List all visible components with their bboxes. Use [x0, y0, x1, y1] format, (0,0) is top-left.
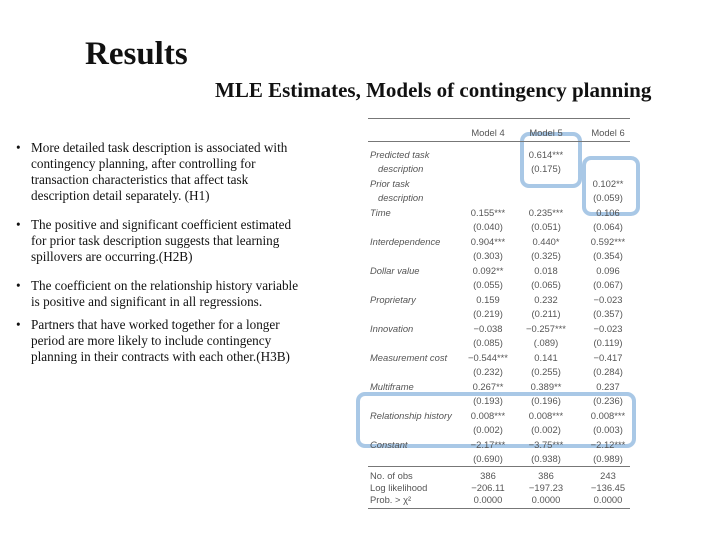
stat-value: −136.45	[590, 482, 626, 493]
standard-error-value: (0.119)	[593, 337, 623, 348]
table-top-rule	[368, 118, 630, 119]
stat-value: −197.23	[528, 482, 564, 493]
coefficient-value: −0.038	[473, 323, 503, 334]
standard-error-value: (0.690)	[473, 453, 503, 464]
coefficient-value: −0.023	[593, 323, 623, 334]
coefficient-value: −2.17***	[470, 439, 506, 450]
standard-error-value: (0.002)	[473, 424, 503, 435]
column-header: Model 5	[529, 127, 563, 138]
standard-error-value: (.089)	[533, 337, 559, 348]
standard-error-value: (0.002)	[531, 424, 561, 435]
coefficient-value: 0.235***	[528, 207, 564, 218]
standard-error-value: (0.085)	[473, 337, 503, 348]
standard-error-value: (0.064)	[593, 221, 623, 232]
row-label: description	[378, 192, 424, 203]
coefficient-value: 0.096	[596, 265, 620, 276]
column-header: Model 4	[471, 127, 505, 138]
coefficient-value: −0.544***	[468, 352, 508, 363]
bullet-item: • The positive and significant coefficient estimated for prior task description suggests that learning spillovers are occurring.(H2B)	[14, 217, 306, 265]
stat-value: 0.0000	[593, 494, 623, 505]
regression-table	[368, 118, 630, 518]
coefficient-value: 0.267**	[472, 381, 504, 392]
row-label: Time	[370, 207, 391, 218]
stat-value: 243	[600, 470, 616, 481]
standard-error-value: (0.211)	[531, 308, 561, 319]
coefficient-value: −2.12***	[590, 439, 626, 450]
standard-error-value: (0.175)	[531, 163, 561, 174]
row-label: Measurement cost	[370, 352, 448, 363]
standard-error-value: (0.193)	[473, 395, 503, 406]
coefficient-value: 0.592***	[590, 236, 626, 247]
standard-error-value: (0.040)	[473, 221, 503, 232]
slide-subtitle: MLE Estimates, Models of contingency planning	[215, 78, 652, 102]
stat-value: 0.0000	[531, 494, 561, 505]
standard-error-value: (0.236)	[593, 395, 623, 406]
standard-error-value: (0.055)	[473, 279, 503, 290]
row-label: Innovation	[370, 323, 414, 334]
stat-value: 386	[480, 470, 496, 481]
coefficient-value: −0.023	[593, 294, 623, 305]
standard-error-value: (0.065)	[531, 279, 561, 290]
bullet-item: • More detailed task description is associated with contingency planning, after controlling for transaction characteristics that affect task description detail separately. (H1)	[14, 140, 306, 204]
standard-error-value: (0.196)	[531, 395, 561, 406]
standard-error-value: (0.354)	[593, 250, 623, 261]
standard-error-value: (0.219)	[473, 308, 503, 319]
coefficient-value: 0.904***	[470, 236, 506, 247]
standard-error-value: (0.989)	[593, 453, 623, 464]
row-label: Predicted task	[370, 149, 430, 160]
stat-label: No. of obs	[370, 470, 413, 481]
coefficient-value: 0.232	[534, 294, 558, 305]
coefficient-value: 0.008***	[528, 410, 564, 421]
coefficient-value: 0.102**	[592, 178, 624, 189]
stat-value: 0.0000	[473, 494, 503, 505]
bullet-item: • The coefficient on the relationship history variable is positive and significant in all regressions.	[14, 278, 306, 310]
row-label: Relationship history	[370, 410, 452, 421]
standard-error-value: (0.003)	[593, 424, 623, 435]
coefficient-value: 0.106	[596, 207, 620, 218]
bullet-list	[14, 140, 306, 378]
standard-error-value: (0.232)	[473, 366, 503, 377]
stat-value: −206.11	[471, 482, 505, 493]
standard-error-value: (0.067)	[593, 279, 623, 290]
standard-error-value: (0.357)	[593, 308, 623, 319]
bullet-item: • Partners that have worked together for a longer period are more likely to include contingency planning in their contracts with each other.(H3B)	[14, 317, 306, 365]
coefficient-value: 0.440*	[532, 236, 560, 247]
row-label: Constant	[370, 439, 408, 450]
coefficient-value: 0.008***	[470, 410, 506, 421]
coefficient-value: 0.008***	[590, 410, 626, 421]
standard-error-value: (0.059)	[593, 192, 623, 203]
coefficient-value: 0.092**	[472, 265, 504, 276]
table-bottom-rule	[368, 508, 630, 509]
standard-error-value: (0.303)	[473, 250, 503, 261]
table-header-rule	[368, 141, 630, 142]
row-label: Prior task	[370, 178, 410, 189]
coefficient-value: −0.257***	[526, 323, 566, 334]
row-label: Dollar value	[370, 265, 420, 276]
stat-label: Log likelihood	[370, 482, 428, 493]
row-label: Proprietary	[370, 294, 416, 305]
coefficient-value: 0.389**	[530, 381, 562, 392]
standard-error-value: (0.284)	[593, 366, 623, 377]
row-label: Multiframe	[370, 381, 414, 392]
stat-label: Prob. > χ²	[370, 494, 412, 505]
coefficient-value: 0.155***	[470, 207, 506, 218]
stat-value: 386	[538, 470, 554, 481]
coefficient-value: 0.159	[476, 294, 500, 305]
standard-error-value: (0.051)	[531, 221, 561, 232]
standard-error-value: (0.255)	[531, 366, 561, 377]
coefficient-value: 0.018	[534, 265, 558, 276]
row-label: description	[378, 163, 424, 174]
coefficient-value: −0.417	[593, 352, 623, 363]
coefficient-value: −3.75***	[528, 439, 564, 450]
row-label: Interdependence	[370, 236, 441, 247]
standard-error-value: (0.938)	[531, 453, 561, 464]
coefficient-value: 0.614***	[528, 149, 564, 160]
coefficient-value: 0.141	[534, 352, 558, 363]
table-stats-rule	[368, 466, 630, 467]
slide-title: Results	[85, 36, 188, 72]
standard-error-value: (0.325)	[531, 250, 561, 261]
coefficient-value: 0.237	[596, 381, 620, 392]
column-header: Model 6	[591, 127, 625, 138]
